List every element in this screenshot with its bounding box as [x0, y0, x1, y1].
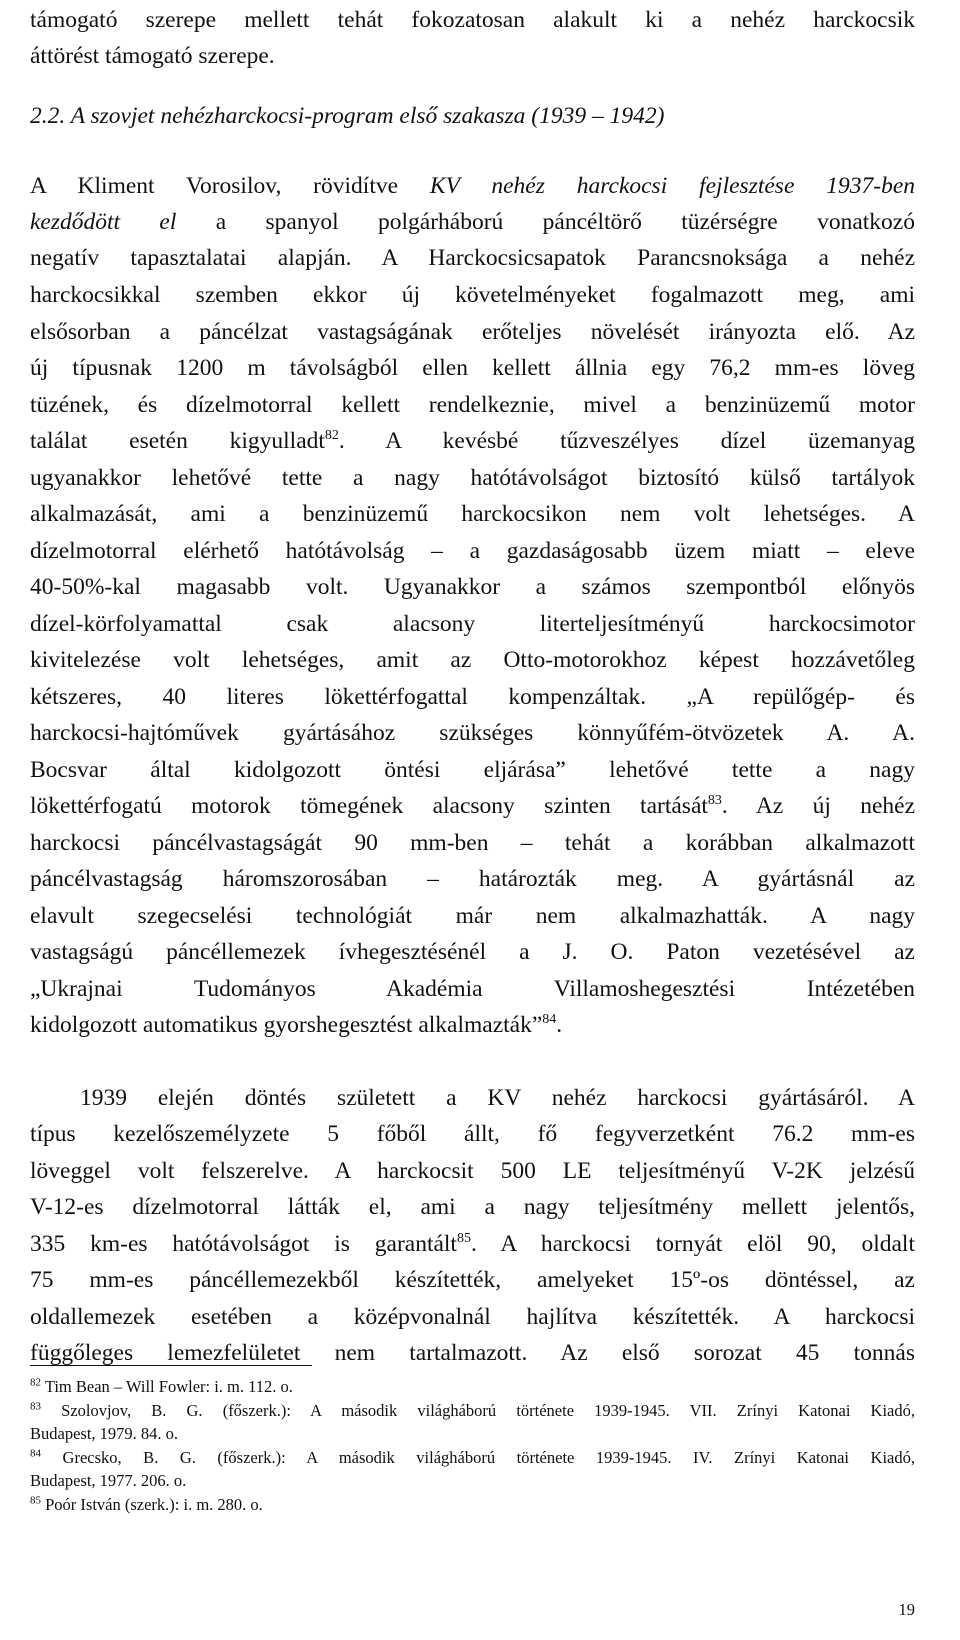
paragraph-line: harckocsikkal szemben ekkor új követelményeket fogalmazott meg, ami [30, 282, 915, 308]
paragraph-line: harckocsi-hajtóművek gyártásához szükséges könnyűfém-ötvözetek A. A. [30, 720, 915, 746]
paragraph-line: Bocsvar által kidolgozott öntési eljárása” lehetővé tette a nagy [30, 757, 915, 783]
paragraph-line: kétszeres, 40 literes lökettérfogattal kompenzáltak. „A repülőgép- és [30, 684, 915, 710]
paragraph-line: dízelmotorral elérhető hatótávolság – a gazdaságosabb üzem miatt – eleve [30, 538, 915, 564]
footnote-continuation: Budapest, 1977. 206. o. [30, 1471, 187, 1490]
paragraph-line: találat esetén kigyulladt$^{82}$. A kevésbé tűzveszélyes dízel üzemanyag [30, 428, 915, 454]
footnote-ref: 83 [707, 793, 722, 809]
footnote-ref: 84 [542, 1012, 557, 1028]
footnote-number: 85 [30, 1494, 41, 1507]
paragraph-line: 1939 elején döntés született a KV nehéz harckocsi gyártásáról. A [80, 1085, 915, 1111]
paragraph-line: oldallemezek esetében a középvonalnál hajlítva készítették. A harckocsi [30, 1304, 915, 1330]
page-number: 19 [898, 1600, 915, 1619]
paragraph-line: kidolgozott automatikus gyorshegesztést alkalmazták”$^{84}$. [30, 1012, 563, 1038]
paragraph-line: löveggel volt felszerelve. A harckocsit 500 LE teljesítményű V-2K jelzésű [30, 1158, 915, 1184]
footnote [30, 1447, 915, 1469]
paragraph-line: alkalmazását, ami a benzinüzemű harckocsikon nem volt lehetséges. A [30, 501, 915, 527]
paragraph-line: típus kezelőszemélyzete 5 főből állt, fő fegyverzetként 76.2 mm-es [30, 1121, 915, 1147]
paragraph-line: elsősorban a páncélzat vastagságának erőteljes növelését irányozta elő. Az [30, 319, 915, 345]
paragraph-line: lökettérfogatú motorok tömegének alacsony szinten tartását$^{83}$. Az új nehéz [30, 793, 915, 819]
paragraph-line: „Ukrajnai Tudományos Akadémia Villamoshegesztési Intézetében [30, 976, 915, 1002]
paragraph-line: kivitelezése volt lehetséges, amit az Otto-motorokhoz képest hozzávetőleg [30, 647, 915, 673]
footnote-text: Grecsko, B. G. (főszerk.): A második világháború története 1939-1945. IV. Zrínyi Katonai Kiadó, [62, 1448, 915, 1467]
paragraph-line: elavult szegecselési technológiát már nem alkalmazhatták. A nagy [30, 903, 915, 929]
paragraph-line: páncélvastagság háromszorosában – határozták meg. A gyártásnál az [30, 866, 915, 892]
footnote-number: 82 [30, 1376, 41, 1389]
paragraph-line: harckocsi páncélvastagságát 90 mm-ben – tehát a korábban alkalmazott [30, 830, 915, 856]
footnote [30, 1494, 915, 1516]
paragraph-line: 40-50%-kal magasabb volt. Ugyanakkor a számos szempontból előnyös [30, 574, 915, 600]
paragraph-line: tüzének, és dízelmotorral kellett rendelkeznie, mivel a benzinüzemű motor [30, 392, 915, 418]
footnote-text: Poór István (szerk.): i. m. 280. o. [45, 1495, 263, 1514]
paragraph-line: új típusnak 1200 m távolságból ellen kellett állnia egy 76,2 mm-es löveg [30, 355, 915, 381]
footnote-text: Tim Bean – Will Fowler: i. m. 112. o. [44, 1377, 293, 1396]
footnote [30, 1376, 915, 1398]
intro-line: áttörést támogató szerepe. [30, 43, 275, 69]
paragraph-line: negatív tapasztalatai alapján. A Harckocsicsapatok Parancsnoksága a nehéz [30, 245, 915, 271]
footnote [30, 1400, 915, 1422]
intro-line: támogató szerepe mellett tehát fokozatosan alakult ki a nehéz harckocsik [30, 7, 915, 33]
paragraph-line: 75 mm-es páncéllemezekből készítették, amelyeket 15º-os döntéssel, az [30, 1267, 915, 1293]
footnote-ref: 82 [324, 428, 339, 444]
footnote-number: 83 [30, 1400, 41, 1413]
section-heading: 2.2. A szovjet nehézharckocsi-program első szakasza (1939 – 1942) [30, 103, 665, 129]
paragraph-line: V-12-es dízelmotorral látták el, ami a nagy teljesítmény mellett jelentős, [30, 1194, 915, 1220]
paragraph-line: 335 km-es hatótávolságot is garantált$^{85}$. A harckocsi tornyát elöl 90, oldalt [30, 1231, 915, 1257]
footnote-text: Szolovjov, B. G. (főszerk.): A második világháború története 1939-1945. VII. Zrínyi Katonai Kiadó, [61, 1401, 915, 1420]
footnote-number: 84 [30, 1447, 41, 1460]
footnote-separator [30, 1365, 312, 1366]
paragraph-line: függőleges lemezfelületet nem tartalmazott. Az első sorozat 45 tonnás [30, 1340, 915, 1366]
paragraph-line: kezdődött el a spanyol polgárháború páncéltörő tüzérségre vonatkozó [30, 209, 915, 235]
paragraph-line: A Kliment Vorosilov, rövidítve KV nehéz harckocsi fejlesztése 1937-ben [30, 173, 915, 199]
paragraph-line: vastagságú páncéllemezek ívhegesztésénél a J. O. Paton vezetésével az [30, 939, 915, 965]
paragraph-line: ugyanakkor lehetővé tette a nagy hatótávolságot biztosító külső tartályok [30, 465, 915, 491]
footnote-ref: 85 [456, 1231, 471, 1247]
footnote-continuation: Budapest, 1979. 84. o. [30, 1424, 179, 1443]
paragraph-line: dízel-körfolyamattal csak alacsony literteljesítményű harckocsimotor [30, 611, 915, 637]
